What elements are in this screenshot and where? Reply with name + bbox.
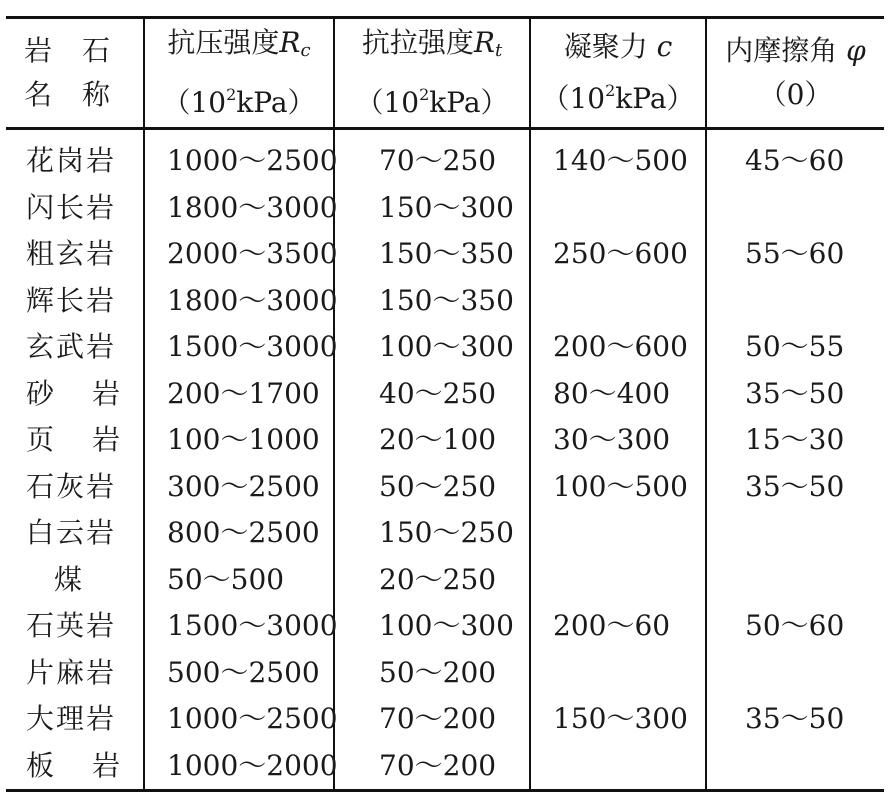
compressive-strength-cell: 300～2500 <box>144 464 334 511</box>
cohesion-cell: 100～500 <box>530 464 706 511</box>
unit-exponent: 2 <box>605 81 616 100</box>
header-tensile-strength <box>334 18 530 129</box>
friction-angle-cell <box>706 185 884 232</box>
compressive-strength-cell: 200～1700 <box>144 371 334 418</box>
table-row <box>6 510 884 557</box>
table-row <box>6 324 884 371</box>
friction-angle-cell <box>706 510 884 557</box>
friction-angle-cell: 35～50 <box>706 696 884 743</box>
unit-exponent: 2 <box>226 85 237 104</box>
header-rock-name-line2: 名称 <box>24 78 141 111</box>
rock-name-cell: 石灰岩 <box>26 469 117 503</box>
compressive-strength-cell: 50～500 <box>144 557 334 604</box>
rock-name-cell: 大理岩 <box>26 702 117 736</box>
header-tensile-label: 抗拉强度 <box>361 26 474 59</box>
unit-prefix: （10 <box>355 86 420 119</box>
unit-exponent: 2 <box>419 85 430 104</box>
table-row <box>6 371 884 418</box>
header-rock-name <box>6 18 144 129</box>
cohesion-cell <box>530 185 706 232</box>
tensile-strength-cell: 150～350 <box>334 231 530 278</box>
header-friction-unit: （0） <box>758 78 833 111</box>
header-compressive-line1 <box>145 21 333 73</box>
friction-angle-cell: 50～60 <box>706 603 884 650</box>
table-row <box>6 743 884 791</box>
tensile-strength-cell: 20～100 <box>334 417 530 464</box>
rock-name-cell: 页岩 <box>26 423 159 457</box>
table-row <box>6 129 884 185</box>
unit-prefix: （10 <box>541 82 606 115</box>
tensile-strength-cell: 50～250 <box>334 464 530 511</box>
rock-name-cell: 片麻岩 <box>26 655 117 689</box>
header-compressive-symbol: R <box>279 26 301 59</box>
friction-angle-cell: 35～50 <box>706 371 884 418</box>
header-tensile-line1 <box>335 21 529 73</box>
header-compressive-unit <box>145 73 333 125</box>
friction-angle-cell: 50～55 <box>706 324 884 371</box>
friction-angle-cell <box>706 743 884 791</box>
unit-suffix: kPa） <box>236 86 316 119</box>
tensile-strength-cell: 70～250 <box>334 129 530 185</box>
cohesion-cell <box>530 557 706 604</box>
header-friction-label: 内摩擦角 <box>725 34 838 67</box>
table-header <box>6 18 884 129</box>
compressive-strength-cell: 500～2500 <box>144 650 334 697</box>
cohesion-cell <box>530 510 706 557</box>
table-row <box>6 557 884 604</box>
rock-name-cell: 辉长岩 <box>26 283 117 317</box>
table-body <box>6 129 884 791</box>
friction-angle-cell: 35～50 <box>706 464 884 511</box>
friction-angle-cell: 15～30 <box>706 417 884 464</box>
tensile-strength-cell: 100～300 <box>334 324 530 371</box>
unit-suffix: kPa） <box>429 86 509 119</box>
compressive-strength-cell: 1000～2500 <box>144 129 334 185</box>
rock-name-cell: 粗玄岩 <box>26 237 117 271</box>
compressive-strength-cell: 100～1000 <box>144 417 334 464</box>
rock-name-cell: 石英岩 <box>26 609 117 643</box>
header-friction-line1 <box>707 29 884 73</box>
table-row <box>6 603 884 650</box>
rock-name-cell: 板岩 <box>26 748 159 782</box>
cohesion-cell: 200～600 <box>530 324 706 371</box>
tensile-strength-cell: 50～200 <box>334 650 530 697</box>
cohesion-cell <box>530 650 706 697</box>
rock-name-cell: 煤 <box>54 562 85 596</box>
header-cohesion <box>530 18 706 129</box>
compressive-strength-cell: 1500～3000 <box>144 324 334 371</box>
friction-angle-cell: 45～60 <box>706 129 884 185</box>
header-rock-name-line1: 岩石 <box>24 34 141 67</box>
rock-name-cell: 砂岩 <box>26 376 159 410</box>
header-tensile-symbol: R <box>473 26 495 59</box>
header-friction-symbol: φ <box>846 34 866 67</box>
cohesion-cell: 80～400 <box>530 371 706 418</box>
friction-angle-cell <box>706 278 884 325</box>
friction-angle-cell <box>706 557 884 604</box>
compressive-strength-cell: 1500～3000 <box>144 603 334 650</box>
rock-properties-table-container <box>6 16 884 792</box>
tensile-strength-cell: 100～300 <box>334 603 530 650</box>
tensile-strength-cell: 150～250 <box>334 510 530 557</box>
cohesion-cell <box>530 743 706 791</box>
unit-suffix: kPa） <box>615 82 695 115</box>
table-row <box>6 231 884 278</box>
cohesion-cell: 200～60 <box>530 603 706 650</box>
rock-name-cell: 花岗岩 <box>26 144 117 178</box>
rock-name-cell: 玄武岩 <box>26 330 117 364</box>
table-row <box>6 417 884 464</box>
unit-prefix: （10 <box>162 86 227 119</box>
compressive-strength-cell: 800～2500 <box>144 510 334 557</box>
tensile-strength-cell: 150～300 <box>334 185 530 232</box>
header-row <box>6 18 884 129</box>
cohesion-cell: 250～600 <box>530 231 706 278</box>
cohesion-cell: 140～500 <box>530 129 706 185</box>
compressive-strength-cell: 1800～3000 <box>144 185 334 232</box>
cohesion-cell <box>530 278 706 325</box>
table-row <box>6 464 884 511</box>
compressive-strength-cell: 2000～3500 <box>144 231 334 278</box>
tensile-strength-cell: 40～250 <box>334 371 530 418</box>
header-compressive-subscript: c <box>300 40 311 61</box>
table-row <box>6 185 884 232</box>
table-row <box>6 650 884 697</box>
header-cohesion-unit <box>531 69 705 121</box>
friction-angle-cell: 55～60 <box>706 231 884 278</box>
tensile-strength-cell: 150～350 <box>334 278 530 325</box>
header-cohesion-label: 凝聚力 <box>563 30 648 63</box>
compressive-strength-cell: 1800～3000 <box>144 278 334 325</box>
header-compressive-label: 抗压强度 <box>167 26 280 59</box>
compressive-strength-cell: 1000～2500 <box>144 696 334 743</box>
rock-name-cell: 白云岩 <box>26 516 117 550</box>
tensile-strength-cell: 70～200 <box>334 743 530 791</box>
tensile-strength-cell: 70～200 <box>334 696 530 743</box>
compressive-strength-cell: 1000～2000 <box>144 743 334 791</box>
header-tensile-subscript: t <box>494 40 503 61</box>
table-row <box>6 696 884 743</box>
header-cohesion-line1 <box>531 25 705 69</box>
rock-properties-table <box>6 16 884 792</box>
header-tensile-unit <box>335 73 529 125</box>
table-row <box>6 278 884 325</box>
tensile-strength-cell: 20～250 <box>334 557 530 604</box>
cohesion-cell: 30～300 <box>530 417 706 464</box>
header-friction-angle <box>706 18 884 129</box>
friction-angle-cell <box>706 650 884 697</box>
rock-name-cell: 闪长岩 <box>26 190 117 224</box>
header-cohesion-symbol: c <box>656 30 673 63</box>
cohesion-cell: 150～300 <box>530 696 706 743</box>
header-compressive-strength <box>144 18 334 129</box>
